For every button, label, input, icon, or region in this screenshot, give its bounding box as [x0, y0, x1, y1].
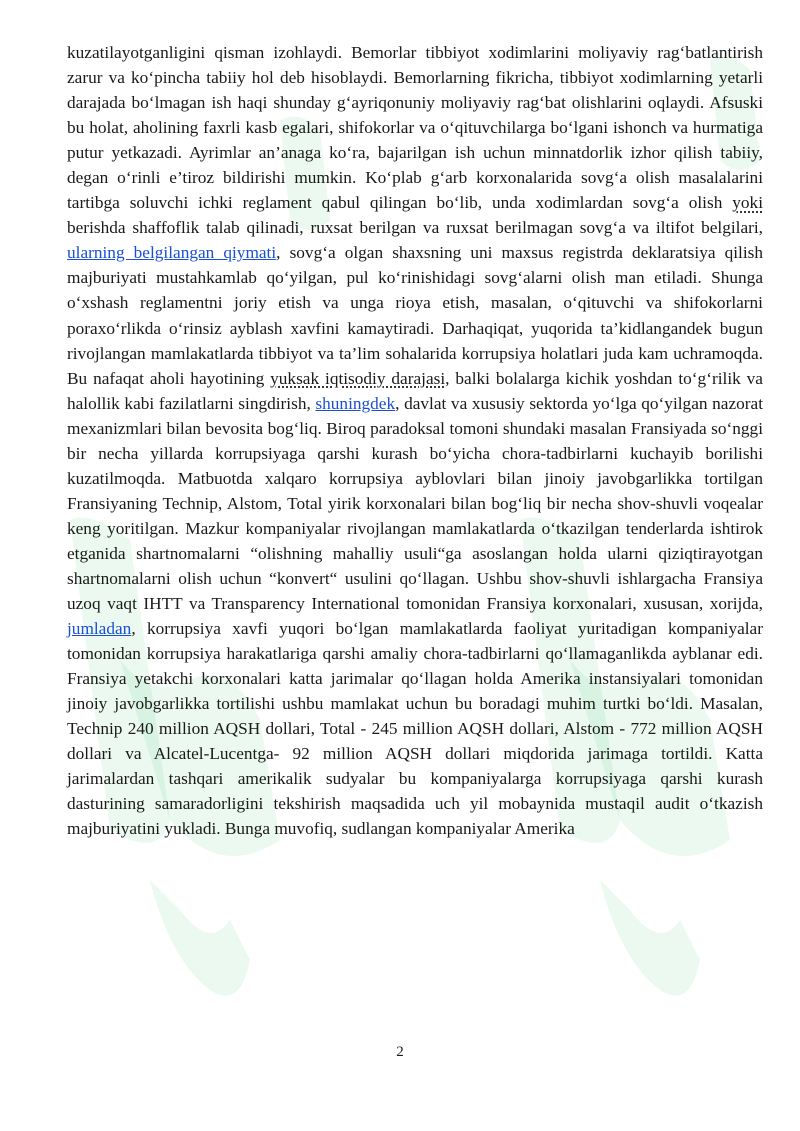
- page-number: 2: [396, 1044, 404, 1060]
- text-run: kuzatilayotganligini qisman izohlaydi. Bemorlar tibbiyot xodimlarini moliyaviy rag‘batlantirish zarur va ko‘pincha tabiiy hol deb hisoblaydi. Bemorlarning fikricha, tibbiyot xodimlarning yetarli darajada bo‘lmagan ish haqi shunday g‘ayriqonuniy moliyaviy rag‘bat olishlarini oqlaydi. Afsuski bu holat, aholining faxrli kasb egalari, shifokorlar va o‘qituvchilarga bo‘lgani ishonch va hurmatiga putur yetkazadi. Ayrimlar an’anaga ko‘ra, bajarilgan ish uchun minnatdorlik izhor qilish tabiiy, degan o‘rinli e’tiroz bildirishi mumkin. Ko‘plab g‘arb korxonalarida sovg‘a olish masalalarini tartibga soluvchi ichki reglament qabul qilingan bo‘lib, unda xodimlardan sovg‘a olish: [67, 43, 763, 213]
- text-run-underlined: yuksak iqtisodiy darajasi: [270, 368, 446, 388]
- text-run: , davlat va xususiy sektorda yo‘lga qo‘yilgan nazorat mexanizmlari bilan bevosita bog‘liq. Biroq paradoksal tomoni shundaki masalan Fransiyada so‘nggi bir necha yillarda korrupsiyaga qarshi kurash bo‘yicha chora-tadbirlarni kuchayib borilishi kuzatilmoqda. Matbuotda xalqaro korrupsiya ayblovlari bilan jinoiy javobgarlikka tortilgan Fransiyaning Technip, Alstom, Total yirik korxonalari bilan bog‘liq bir necha shov-shuvli voqealar keng yoritilgan. Mazkur kompaniyalar rivojlangan mamlakatlarda o‘tkazilgan tenderlarda ishtirok etganida shartnomalarni “olishning mahalliy usuli“ga asoslangan holda ularni qiziqtirayotgan shartnomalarni olish uchun “konvert“ usulini qo‘llagan. Ushbu shov-shuvli ishlargacha Fransiya uzoq vaqt IHTT va Transparency International tomonidan Fransiya korxonalari, xususan, xorijda,: [67, 393, 763, 614]
- text-run: , korrupsiya xavfi yuqori bo‘lgan mamlakatlarda faoliyat yuritadigan kompaniyalar tomonidan korrupsiya harakatlariga qarshi amaliy chora-tadbirlarni qo‘llamaganlikda ayblanar edi. Fransiya yetakchi korxonalari katta jarimalar qo‘llagan holda Amerika instansiyalari tomonidan jinoiy javobgarlikka tortilishi ushbu mamlakat uchun bu boradagi muhim turtki bo‘ldi. Masalan, Technip 240 million AQSH dollari, Total - 245 million AQSH dollari, Alstom - 772 million AQSH dollari va Alcatel-Lucentga- 92 million AQSH dollari miqdorida jarimaga tortildi. Katta jarimalardan tashqari amerikalik sudyalar bu kompaniyalarga korrupsiyaga qarshi kurash dasturining samaradorligini tekshirish maqsadida uch yil mobaynida mustaqil audit o‘tkazish majburiyatini yukladi. Bunga muvofiq, sudlangan kompaniyalar Amerika: [67, 619, 763, 839]
- text-run: , sovg‘a olgan shaxsning uni maxsus registrda deklaratsiya qilish majburiyati mustahkamlab qo‘yilgan, pul ko‘rinishidagi sovg‘alarni olish man etiladi. Shunga o‘xshash reglamentni joriy etish va unga rioya etish, masalan, o‘qituvchi va shifokorlarni poraxo‘rlikda o‘rinsiz ayblash xavfini kamaytiradi. Darhaqiqat, yuqorida ta’kidlangandek bugun rivojlangan mamlakatlarda tibbiyot va ta’lim sohalarida korrupsiya holatlari juda kam uchramoqda. Bu nafaqat aholi hayotining: [67, 243, 763, 388]
- text-run-underlined: yoki: [732, 193, 763, 213]
- body-paragraph: [67, 40, 763, 842]
- hyperlink-value[interactable]: ularning belgilangan qiymati: [67, 243, 277, 263]
- hyperlink-jumladan[interactable]: jumladan: [67, 619, 132, 639]
- text-run: , balki bolalarga kichik yoshdan to‘g‘rilik va halollik kabi fazilatlarni singdirish,: [67, 368, 763, 413]
- hyperlink-shuningdek[interactable]: shuningdek: [315, 393, 396, 413]
- text-run: berishda shaffoflik talab qilinadi, ruxsat berilgan va ruxsat berilmagan sovg‘a va iltifot belgilari,: [67, 218, 763, 238]
